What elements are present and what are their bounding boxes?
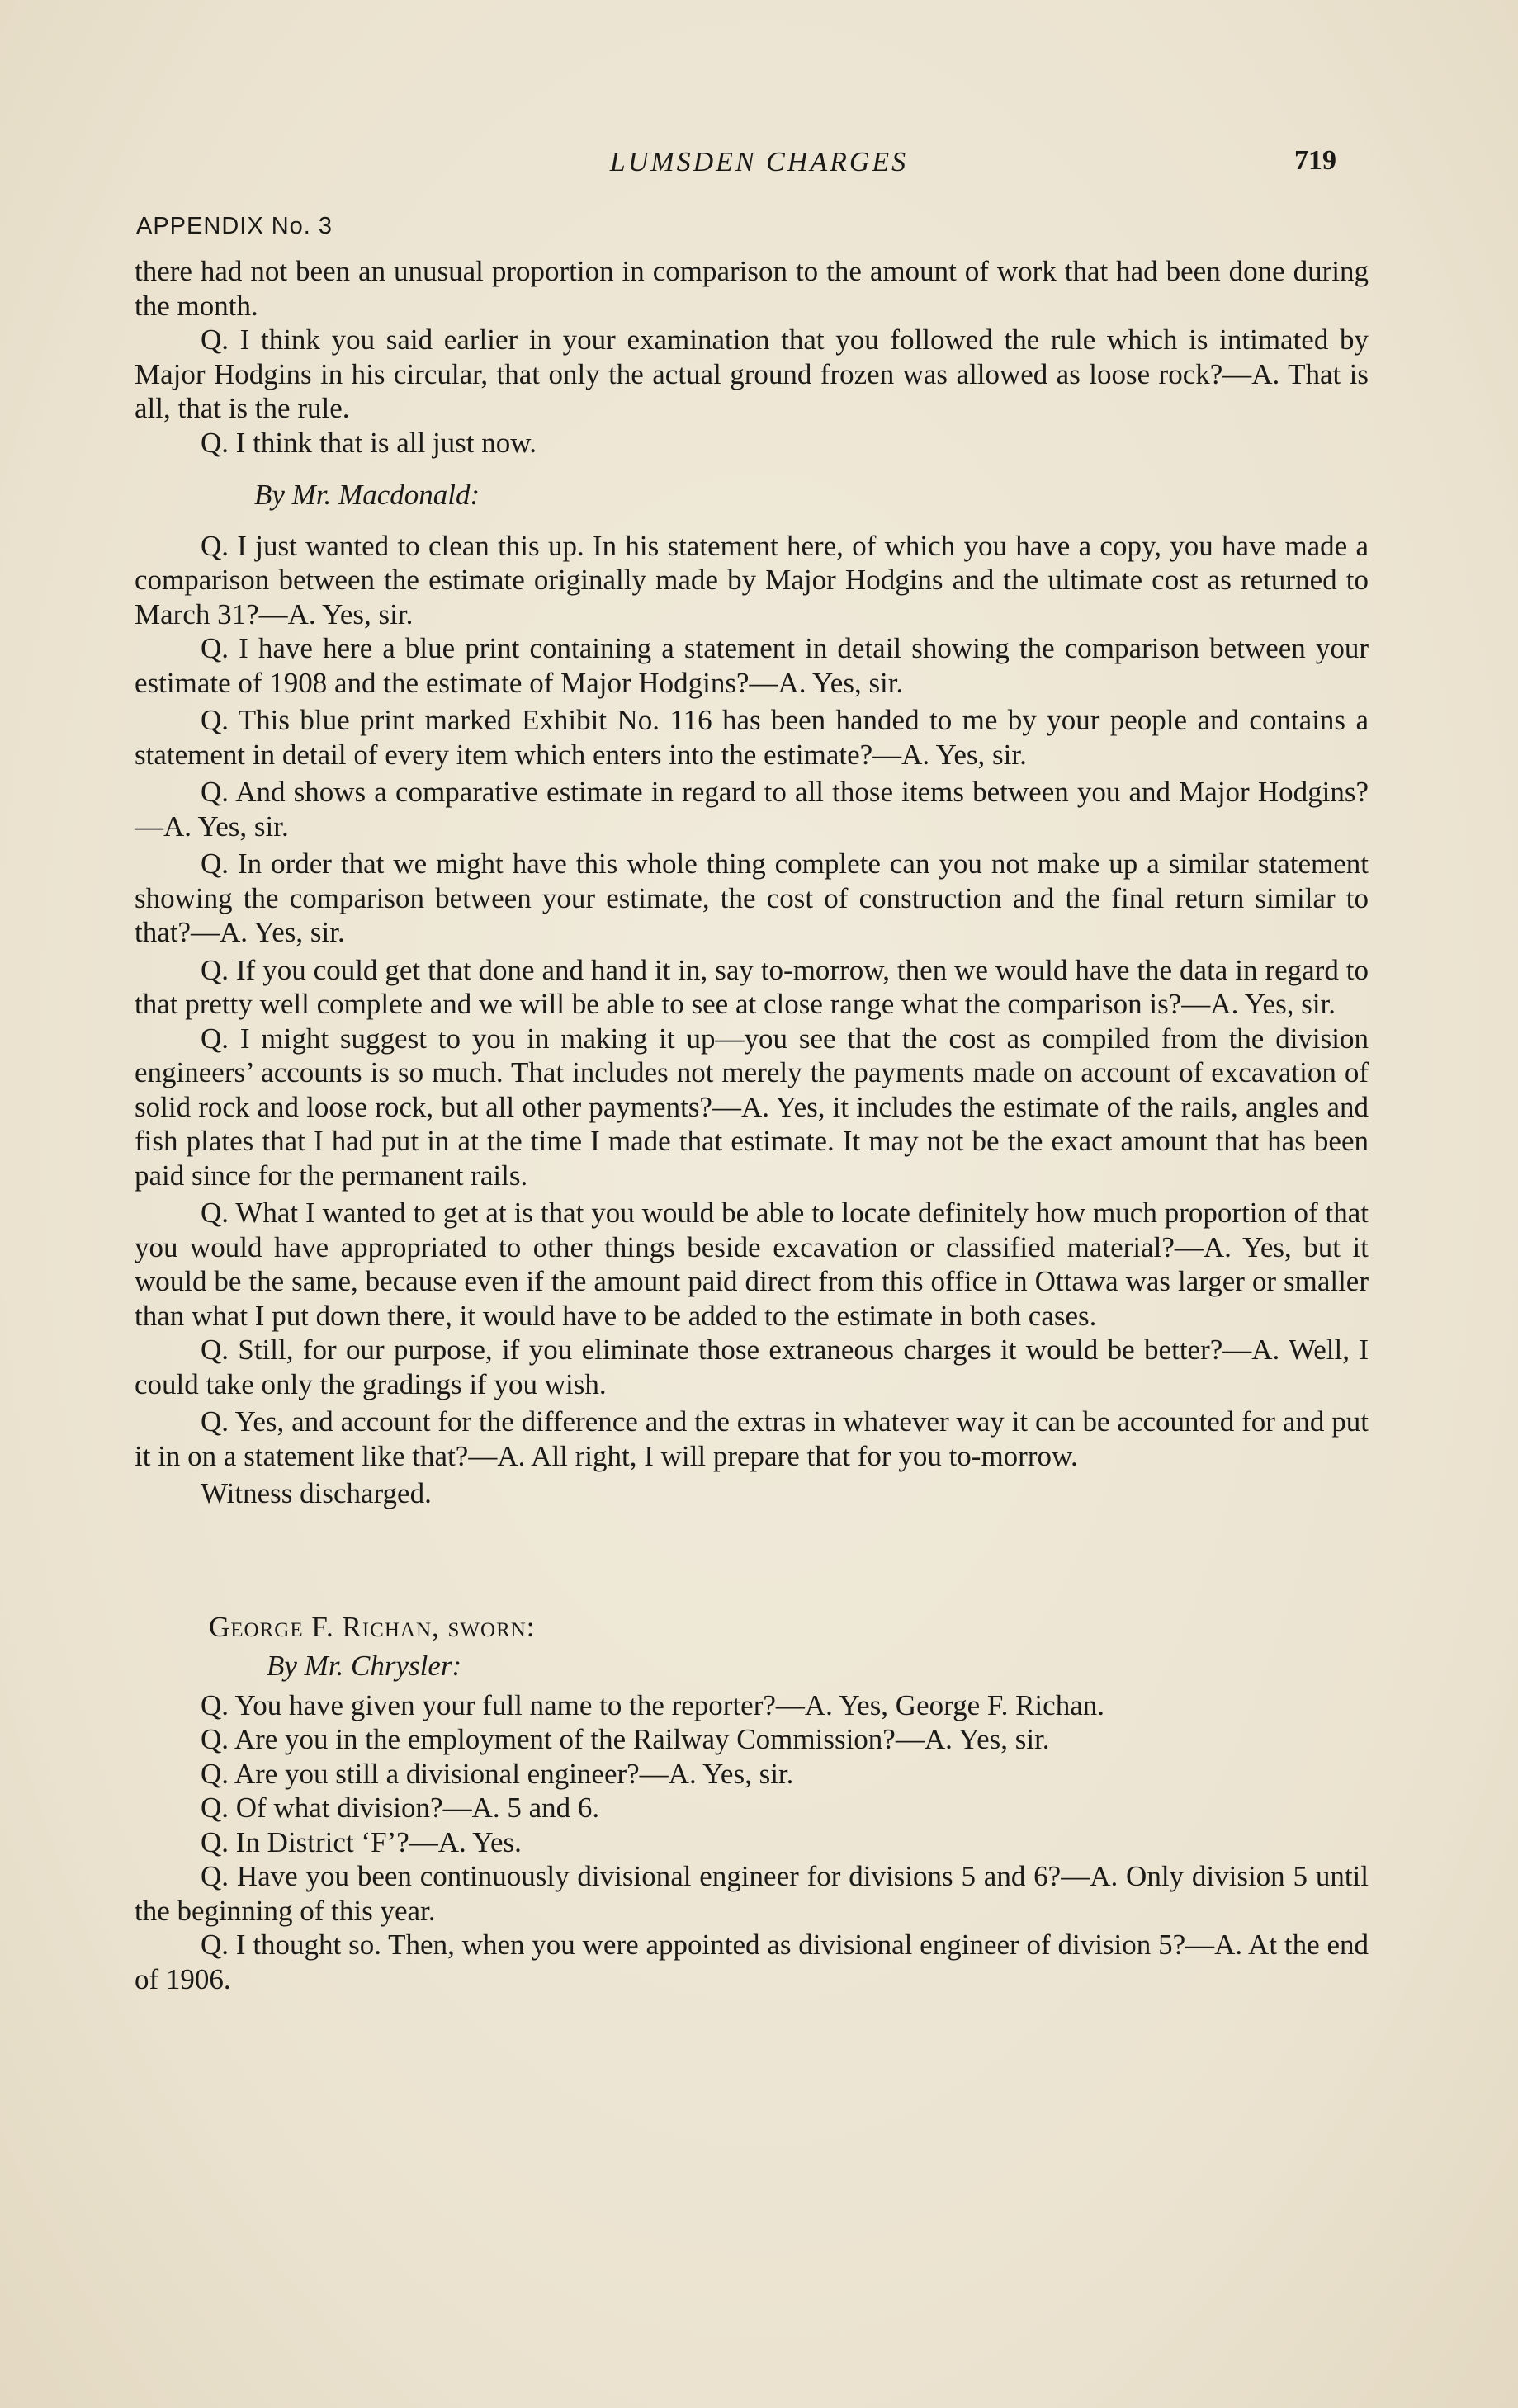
question-paragraph: Q. In District ‘F’?—A. Yes. <box>201 1825 522 1858</box>
question-paragraph: Q. I have here a blue print containing a statement in detail showing the comparison between your estimate of 1908 and the estimate of Major Hodgins?—A. Yes, sir. <box>135 632 1369 699</box>
question-paragraph: Q. Are you in the employment of the Railway Commission?—A. Yes, sir. <box>201 1723 1050 1755</box>
question-paragraph: Q. I just wanted to clean this up. In his statement here, of which you have a copy, you have made a comparison between the estimate originally made by Major Hodgins and the ultimate cost as returned to March 31?—A. Yes, sir. <box>135 529 1369 630</box>
appendix-label: APPENDIX No. 3 <box>136 213 333 239</box>
transcript-body <box>135 254 1369 1996</box>
question-paragraph: Q. What I wanted to get at is that you would be able to locate definitely how much proportion of that you would have appropriated to other things beside excavation or classified material?—A. Yes, but it would be the same, because even if the amount paid direct from this office in Ottawa was larger or smaller than what I put down there, it would have to be added to the estimate in both cases. <box>135 1197 1369 1332</box>
examiner-heading-chrysler: By Mr. Chrysler: <box>267 1650 462 1682</box>
question-paragraph: Q. I think you said earlier in your examination that you followed the rule which is intimated by Major Hodgins in his circular, that only the actual ground frozen was allowed as loose rock?—A. That is all, that is the rule. <box>135 323 1369 424</box>
witness-discharged: Witness discharged. <box>201 1477 432 1509</box>
page-number: 719 <box>1294 145 1336 176</box>
question-paragraph: Q. You have given your full name to the reporter?—A. Yes, George F. Richan. <box>201 1688 1104 1721</box>
question-paragraph: Q. I thought so. Then, when you were appointed as divisional engineer of division 5?—A. At the end of 1906. <box>135 1929 1369 1995</box>
question-paragraph: Q. In order that we might have this whole thing complete can you not make up a similar statement showing the comparison between your estimate, the cost of construction and the final return similar to that?—A. Yes, sir. <box>135 848 1369 948</box>
question-paragraph: Q. Still, for our purpose, if you eliminate those extraneous charges it would be better?—A. Well, I could take only the gradings if you wish. <box>135 1334 1369 1400</box>
examiner-heading-macdonald: By Mr. Macdonald: <box>254 479 480 511</box>
question-paragraph: Q. If you could get that done and hand it in, say to-morrow, then we would have the data in regard to that pretty well complete and we will be able to see at close range what the comparison is?—A. Yes, sir. <box>135 953 1369 1020</box>
question-paragraph: Q. I think that is all just now. <box>201 426 537 459</box>
paragraph-continuation: there had not been an unusual proportion in comparison to the amount of work that had been done during the month. <box>135 255 1369 322</box>
witness-sworn-heading: George F. Richan, sworn: <box>209 1610 536 1643</box>
question-paragraph: Q. Of what division?—A. 5 and 6. <box>201 1792 600 1824</box>
question-paragraph: Q. Are you still a divisional engineer?—A. Yes, sir. <box>201 1757 794 1790</box>
question-paragraph: Q. I might suggest to you in making it up—you see that the cost as compiled from the division engineers’ accounts is so much. That includes not merely the payments made on account of excavation of solid rock and loose rock, but all other payments?—A. Yes, it includes the estimate of the rails, angles and fish plates that I had put in at the time I made that estimate. It may not be the exact amount that has been paid since for the permanent rails. <box>135 1022 1369 1192</box>
question-paragraph: Q. And shows a comparative estimate in regard to all those items between you and Major Hodgins?—A. Yes, sir. <box>135 776 1369 843</box>
running-title: LUMSDEN CHARGES <box>609 147 909 177</box>
question-paragraph: Q. Yes, and account for the difference and the extras in whatever way it can be accounted for and put it in on a statement like that?—A. All right, I will prepare that for you to-morrow. <box>135 1405 1369 1472</box>
question-paragraph: Q. This blue print marked Exhibit No. 116 has been handed to me by your people and contains a statement in detail of every item which enters into the estimate?—A. Yes, sir. <box>135 704 1369 771</box>
question-paragraph: Q. Have you been continuously divisional engineer for divisions 5 and 6?—A. Only division 5 until the beginning of this year. <box>135 1860 1369 1927</box>
